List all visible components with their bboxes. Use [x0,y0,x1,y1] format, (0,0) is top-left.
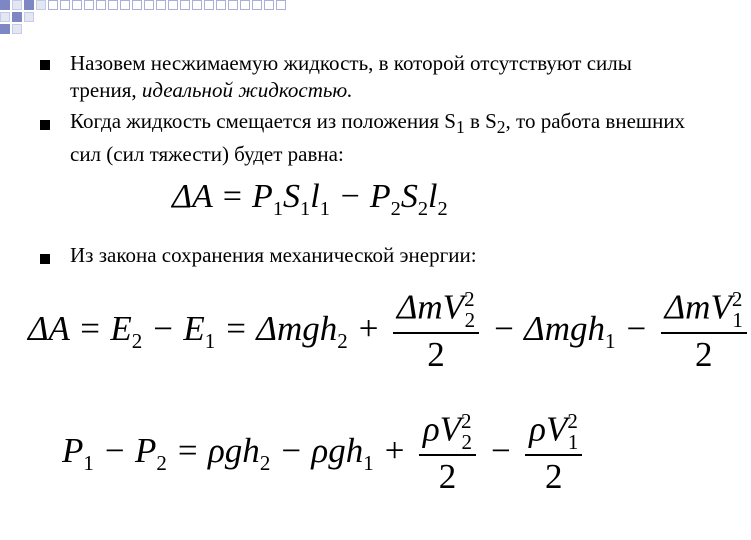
subscript: 2 [337,328,348,353]
formula-part: + [347,308,389,348]
superscript: 2 [731,287,743,311]
italic-term: идеальной жидкостью. [141,78,353,102]
formula-part: − Δmgh [483,308,605,348]
formula-part: − P [329,178,391,215]
bullet-text-part: Когда жидкость смещается из положения S [70,109,456,133]
subscript: 1 [319,197,330,220]
bullet-text-part: Из закона сохранения механической энергии: [70,243,477,267]
subscript: 2 [259,450,271,475]
subscript: 2 [417,197,429,220]
formula-part: ρV [422,409,462,449]
fraction-numerator [393,288,479,334]
bullet-text-ideal-fluid [70,50,700,104]
formula-part: = ρgh [166,430,260,470]
formula-part: ΔmV [664,287,732,327]
subscript: 1 [455,117,465,138]
subscript: 1 [567,429,579,454]
subscript: 1 [272,197,284,220]
fraction-denominator: 2 [545,456,563,496]
bullet-marker [40,120,50,130]
formula-part: + [373,430,415,470]
formula-part: l [428,178,438,215]
fraction [419,410,476,498]
bullet-marker [40,254,50,264]
fraction-numerator [525,410,582,456]
bullet-text-part: , то работа внешних сил (сил тяжести) будет равна: [70,109,686,167]
subscript: 1 [732,307,743,332]
subscript: 2 [156,450,167,475]
bullet-text-part: Назовем несжимаемую жидкость, в которой отсутствуют силы трения, [70,51,632,102]
formula-energy-conservation [28,288,751,376]
subscript: 2 [131,328,143,353]
subscript: 1 [300,197,311,220]
superscript: 2 [461,409,472,433]
formula-part: − ρgh [270,430,364,470]
fraction [661,288,747,376]
bullet-text-part: в S [464,109,497,133]
formula-part: S [283,178,301,215]
formula-part: = Δmgh [215,308,338,348]
subscript: 1 [204,328,216,353]
formula-part: S [400,178,418,215]
formula-bernoulli [62,410,586,498]
bullet-text-work [70,108,700,168]
formula-part: ΔA = E [28,308,132,348]
decorative-checker-pattern [0,0,290,40]
formula-part: P [62,430,84,470]
formula-work [172,178,448,221]
superscript: 2 [567,409,578,433]
subscript: 2 [461,429,473,454]
fraction-numerator [419,410,476,456]
formula-part: − P [93,430,157,470]
fraction [525,410,582,498]
fraction-numerator [661,288,747,334]
subscript: 1 [605,328,616,353]
formula-part: ΔA = P [172,178,273,215]
bullet-text-energy [70,242,700,269]
formula-part: − [480,430,522,470]
formula-part: ΔmV [396,287,465,327]
formula-part: − [615,308,657,348]
formula-part: ρV [529,409,568,449]
subscript: 1 [363,450,374,475]
fraction [393,288,479,376]
subscript: 1 [83,450,94,475]
subscript: 2 [390,197,401,220]
formula-part: l [310,178,320,215]
fraction-denominator: 2 [427,334,445,374]
formula-part: − E [142,308,205,348]
bullet-marker [40,60,50,70]
subscript: 2 [496,117,506,138]
subscript: 2 [437,197,448,220]
superscript: 2 [464,287,475,311]
subscript: 2 [464,307,476,332]
fraction-denominator: 2 [694,334,713,374]
fraction-denominator: 2 [438,456,457,496]
